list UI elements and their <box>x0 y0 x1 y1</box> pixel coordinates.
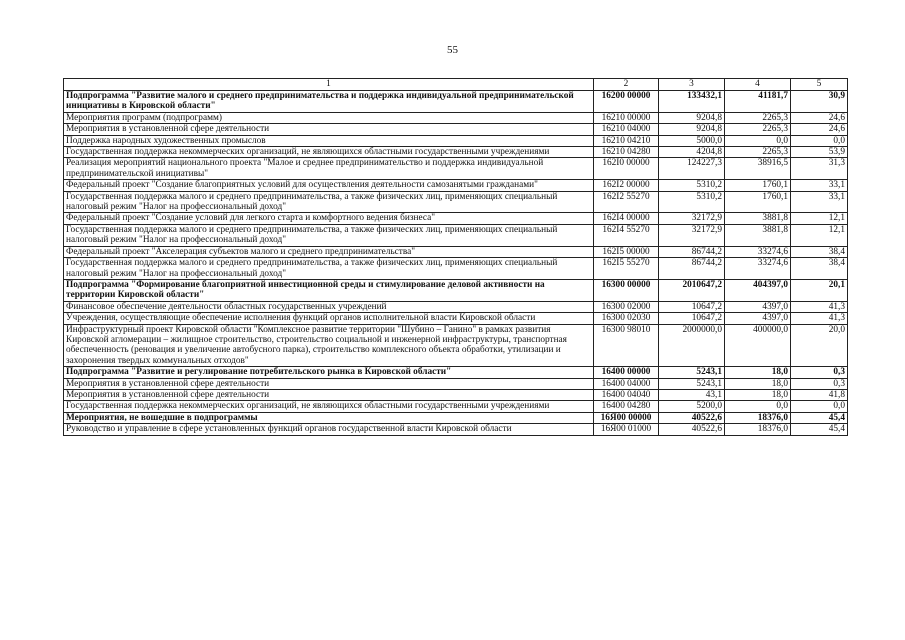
row-actual-value-cell: 3881,8 <box>725 213 791 224</box>
row-plan-value-cell: 5310,2 <box>659 191 725 213</box>
row-percent-cell: 41,3 <box>791 313 848 324</box>
row-code-cell: 16Я00 00000 <box>594 412 659 423</box>
row-percent-cell: 0,3 <box>791 367 848 378</box>
column-header-4: 4 <box>725 79 791 91</box>
row-name-cell: Мероприятия, не вошедшие в подпрограммы <box>64 412 594 423</box>
table-row <box>64 246 848 257</box>
row-code-cell: 16400 04040 <box>594 389 659 400</box>
row-percent-cell: 41,3 <box>791 301 848 312</box>
column-header-3: 3 <box>659 79 725 91</box>
row-plan-value-cell: 9204,8 <box>659 124 725 135</box>
table-row <box>64 258 848 280</box>
row-plan-value-cell: 5000,0 <box>659 135 725 146</box>
row-plan-value-cell: 9204,8 <box>659 112 725 123</box>
row-percent-cell: 12,1 <box>791 213 848 224</box>
row-actual-value-cell: 4397,0 <box>725 301 791 312</box>
table-row <box>64 313 848 324</box>
row-name-cell: Инфраструктурный проект Кировской области "Комплексное развитие территории "Шубино – Ганино" в рамках развития Кировской агломерации – жилищное строительство, строительство социальной и инженерной инфраструктуры, транспортная обеспеченность (реновация и увеличение автобусного парка), строительство комплексного объекта обработки, утилизации и захоронения твердых коммунальных отходов" <box>64 324 594 367</box>
row-percent-cell: 38,4 <box>791 246 848 257</box>
row-code-cell: 162I5 00000 <box>594 246 659 257</box>
table-header <box>64 79 848 91</box>
table-row <box>64 213 848 224</box>
row-plan-value-cell: 5243,1 <box>659 378 725 389</box>
column-header-5: 5 <box>791 79 848 91</box>
row-actual-value-cell: 41181,7 <box>725 91 791 113</box>
table-row <box>64 401 848 412</box>
row-plan-value-cell: 86744,2 <box>659 258 725 280</box>
row-plan-value-cell: 5200,0 <box>659 401 725 412</box>
row-actual-value-cell: 33274,6 <box>725 258 791 280</box>
row-name-cell: Финансовое обеспечение деятельности областных государственных учреждений <box>64 301 594 312</box>
row-plan-value-cell: 133432,1 <box>659 91 725 113</box>
row-code-cell: 16300 00000 <box>594 279 659 301</box>
row-plan-value-cell: 40522,6 <box>659 412 725 423</box>
row-plan-value-cell: 124227,3 <box>659 158 725 180</box>
row-percent-cell: 20,0 <box>791 324 848 367</box>
row-percent-cell: 45,4 <box>791 424 848 435</box>
row-name-cell: Мероприятия программ (подпрограмм) <box>64 112 594 123</box>
row-percent-cell: 24,6 <box>791 112 848 123</box>
header-row <box>64 79 848 91</box>
row-name-cell: Федеральный проект "Создание условий для легкого старта и комфортного ведения бизнеса" <box>64 213 594 224</box>
row-name-cell: Мероприятия в установленной сфере деятельности <box>64 389 594 400</box>
row-code-cell: 16210 04280 <box>594 147 659 158</box>
row-actual-value-cell: 2265,3 <box>725 147 791 158</box>
row-code-cell: 162I4 55270 <box>594 224 659 246</box>
row-actual-value-cell: 3881,8 <box>725 224 791 246</box>
row-code-cell: 162I0 00000 <box>594 158 659 180</box>
row-actual-value-cell: 2265,3 <box>725 112 791 123</box>
row-actual-value-cell: 33274,6 <box>725 246 791 257</box>
row-actual-value-cell: 4397,0 <box>725 313 791 324</box>
row-name-cell: Подпрограмма "Формирование благоприятной инвестиционной среды и стимулирование деловой активности на территории Кировской области" <box>64 279 594 301</box>
row-plan-value-cell: 5310,2 <box>659 180 725 191</box>
row-code-cell: 162I4 00000 <box>594 213 659 224</box>
row-name-cell: Государственная поддержка некоммерческих организаций, не являющихся областными государственными учреждениями <box>64 147 594 158</box>
row-percent-cell: 41,8 <box>791 389 848 400</box>
row-name-cell: Федеральный проект "Создание благоприятных условий для осуществления деятельности самозанятыми гражданами" <box>64 180 594 191</box>
row-name-cell: Учреждения, осуществляющие обеспечение исполнения функций органов исполнительной власти Кировской области <box>64 313 594 324</box>
row-name-cell: Руководство и управление в сфере установленных функций органов государственной власти Кировской области <box>64 424 594 435</box>
row-plan-value-cell: 2000000,0 <box>659 324 725 367</box>
row-actual-value-cell: 1760,1 <box>725 180 791 191</box>
table-row <box>64 191 848 213</box>
table-row <box>64 180 848 191</box>
table-row <box>64 412 848 423</box>
row-actual-value-cell: 18376,0 <box>725 412 791 423</box>
row-actual-value-cell: 18376,0 <box>725 424 791 435</box>
row-actual-value-cell: 18,0 <box>725 378 791 389</box>
row-code-cell: 16210 04210 <box>594 135 659 146</box>
row-percent-cell: 24,6 <box>791 124 848 135</box>
row-name-cell: Подпрограмма "Развитие малого и среднего предпринимательства и поддержка индивидуальной предпринимательской инициативы в Кировской области" <box>64 91 594 113</box>
row-code-cell: 162I5 55270 <box>594 258 659 280</box>
row-name-cell: Поддержка народных художественных промыслов <box>64 135 594 146</box>
table-row <box>64 279 848 301</box>
table-row <box>64 389 848 400</box>
row-name-cell: Федеральный проект "Акселерация субъектов малого и среднего предпринимательства" <box>64 246 594 257</box>
row-actual-value-cell: 18,0 <box>725 367 791 378</box>
table-row <box>64 124 848 135</box>
table-row <box>64 135 848 146</box>
row-plan-value-cell: 10647,2 <box>659 301 725 312</box>
row-code-cell: 16300 02030 <box>594 313 659 324</box>
table-row <box>64 224 848 246</box>
row-actual-value-cell: 0,0 <box>725 135 791 146</box>
row-actual-value-cell: 1760,1 <box>725 191 791 213</box>
row-name-cell: Подпрограмма "Развитие и регулирование потребительского рынка в Кировской области" <box>64 367 594 378</box>
row-code-cell: 16Я00 01000 <box>594 424 659 435</box>
row-code-cell: 16400 04000 <box>594 378 659 389</box>
row-plan-value-cell: 86744,2 <box>659 246 725 257</box>
table-row <box>64 158 848 180</box>
row-actual-value-cell: 400000,0 <box>725 324 791 367</box>
row-percent-cell: 0,0 <box>791 401 848 412</box>
row-actual-value-cell: 18,0 <box>725 389 791 400</box>
row-percent-cell: 31,3 <box>791 158 848 180</box>
row-code-cell: 16210 00000 <box>594 112 659 123</box>
row-name-cell: Государственная поддержка малого и среднего предпринимательства, а также физических лиц, применяющих специальный налоговый режим "Налог на профессиональный доход" <box>64 191 594 213</box>
row-code-cell: 16200 00000 <box>594 91 659 113</box>
row-plan-value-cell: 43,1 <box>659 389 725 400</box>
row-name-cell: Мероприятия в установленной сфере деятельности <box>64 378 594 389</box>
row-plan-value-cell: 2010647,2 <box>659 279 725 301</box>
row-plan-value-cell: 32172,9 <box>659 224 725 246</box>
budget-table <box>63 78 848 436</box>
row-name-cell: Государственная поддержка некоммерческих организаций, не являющихся областными государственными учреждениями <box>64 401 594 412</box>
table-row <box>64 301 848 312</box>
row-percent-cell: 20,1 <box>791 279 848 301</box>
row-plan-value-cell: 10647,2 <box>659 313 725 324</box>
table-row <box>64 378 848 389</box>
row-code-cell: 16400 04280 <box>594 401 659 412</box>
row-plan-value-cell: 5243,1 <box>659 367 725 378</box>
row-percent-cell: 53,9 <box>791 147 848 158</box>
row-percent-cell: 12,1 <box>791 224 848 246</box>
table-row <box>64 424 848 435</box>
row-percent-cell: 33,1 <box>791 191 848 213</box>
row-percent-cell: 33,1 <box>791 180 848 191</box>
row-percent-cell: 45,4 <box>791 412 848 423</box>
row-name-cell: Государственная поддержка малого и среднего предпринимательства, а также физических лиц, применяющих специальный налоговый режим "Налог на профессиональный доход" <box>64 258 594 280</box>
row-actual-value-cell: 2265,3 <box>725 124 791 135</box>
table-row <box>64 367 848 378</box>
row-actual-value-cell: 38916,5 <box>725 158 791 180</box>
row-code-cell: 16400 00000 <box>594 367 659 378</box>
row-percent-cell: 0,0 <box>791 135 848 146</box>
row-name-cell: Реализация мероприятий национального проекта "Малое и среднее предпринимательство и поддержка индивидуальной предпринимательской инициативы" <box>64 158 594 180</box>
row-actual-value-cell: 0,0 <box>725 401 791 412</box>
row-percent-cell: 0,3 <box>791 378 848 389</box>
table-row <box>64 112 848 123</box>
column-header-1: 1 <box>64 79 594 91</box>
table-row <box>64 147 848 158</box>
table-row <box>64 324 848 367</box>
row-plan-value-cell: 4204,8 <box>659 147 725 158</box>
row-name-cell: Мероприятия в установленной сфере деятельности <box>64 124 594 135</box>
table-body <box>64 91 848 436</box>
row-code-cell: 16300 98010 <box>594 324 659 367</box>
table-row <box>64 91 848 113</box>
row-code-cell: 162I2 55270 <box>594 191 659 213</box>
column-header-2: 2 <box>594 79 659 91</box>
row-code-cell: 16210 04000 <box>594 124 659 135</box>
row-name-cell: Государственная поддержка малого и среднего предпринимательства, а также физических лиц, применяющих специальный налоговый режим "Налог на профессиональный доход" <box>64 224 594 246</box>
row-plan-value-cell: 32172,9 <box>659 213 725 224</box>
row-percent-cell: 30,9 <box>791 91 848 113</box>
row-code-cell: 16300 02000 <box>594 301 659 312</box>
row-actual-value-cell: 404397,0 <box>725 279 791 301</box>
page-number: 55 <box>447 44 458 56</box>
row-plan-value-cell: 40522,6 <box>659 424 725 435</box>
row-code-cell: 162I2 00000 <box>594 180 659 191</box>
row-percent-cell: 38,4 <box>791 258 848 280</box>
